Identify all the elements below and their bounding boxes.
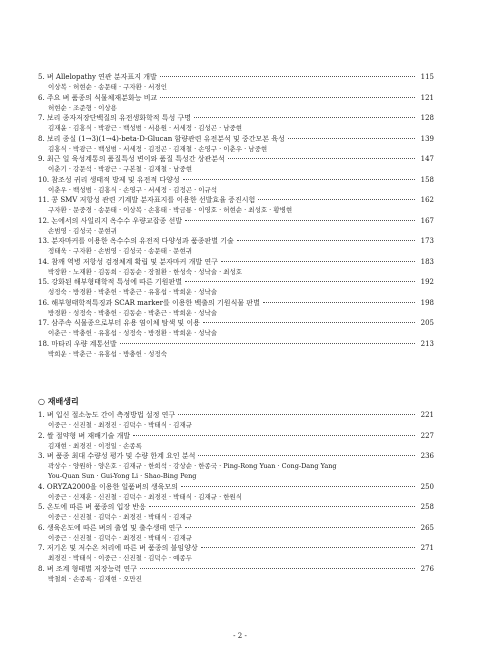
toc-entry-authors: 김홍식 · 박광근 · 백성범 · 서세정 · 김정곤 · 김재철 · 손영구 · 이춘우 · 남중현 — [48, 144, 268, 153]
toc-entry-page: 221 — [420, 411, 434, 419]
toc-entry-page: 162 — [420, 196, 434, 204]
toc-entry[interactable] — [38, 431, 434, 452]
dot-leader — [160, 76, 415, 77]
toc-entry-title: 8. 보리 종실 (1→3)(1→4)-beta-D-Glucan 함량관련 유전분석 및 중간모본 육성 — [38, 134, 285, 143]
dot-leader — [178, 414, 415, 415]
dot-leader — [185, 281, 415, 282]
toc-entry-title: 15. 강화된 해부형태학적 특성에 따른 기원판별 — [38, 278, 182, 286]
toc-entry-page: 205 — [420, 319, 434, 327]
toc-entry-title: 3. 벼 품종 최대 수량성 평가 및 수량 한계 요인 분석 — [38, 452, 196, 460]
toc-entry[interactable] — [38, 216, 434, 237]
toc-entry-title-line — [38, 502, 434, 512]
toc-entry-authors: 성정숙 · 방경환 · 박춘헌 · 박춘근 · 유홍섭 · 박희운 · 성낙술 — [48, 288, 218, 296]
toc-entry[interactable] — [38, 543, 434, 564]
toc-entry-title: 5. 온도에 따른 벼 품종의 입장 반응 — [38, 503, 146, 511]
toc-entry-authors: 최경진 · 박태식 · 이중근 · 신진철 · 김덕수 · 예종두 — [48, 554, 193, 562]
dot-leader — [201, 547, 415, 548]
toc-entry[interactable] — [38, 410, 434, 431]
toc-entry-authors: 이중근 · 신진철 · 김덕수 · 최경진 · 박태식 · 김재규 — [48, 533, 193, 542]
toc-entry[interactable] — [38, 523, 434, 544]
dot-leader — [258, 199, 415, 200]
toc-entry-page: 236 — [420, 452, 434, 460]
dot-leader — [185, 220, 415, 221]
toc-entry-page: 167 — [420, 216, 434, 225]
dot-leader — [203, 322, 415, 323]
toc-entry[interactable] — [38, 195, 434, 216]
toc-entry-page: 271 — [420, 544, 434, 552]
toc-entry-authors: 이중근 · 신재훈 · 신진철 · 김덕수 · 최경진 · 박태식 · 김재규 · 한원식 — [48, 492, 243, 501]
toc-entry[interactable] — [38, 236, 434, 257]
toc-entry-title: 8. 벼 조계 형태별 저장능력 연구 — [38, 564, 137, 573]
toc-entry-authors: 이춘기 · 강문석 · 박광근 · 구본철 · 김재철 · 남중현 — [48, 165, 193, 173]
dot-leader — [221, 261, 415, 262]
toc-entry[interactable] — [38, 502, 434, 523]
toc-entry-title: 18. 마타리 우량 계통선발 — [38, 339, 117, 348]
toc-entry[interactable] — [38, 257, 434, 278]
dot-leader — [185, 527, 415, 528]
toc-entry-authors: 곽상수 · 양원하 · 양은호 · 김재규 · 한희석 · 강상순 · 한종국 · Ping-Rong Yuan · Cong-Dang Yang — [48, 462, 337, 470]
toc-entry-page: 173 — [420, 237, 434, 245]
toc-entry-title-line — [38, 277, 434, 287]
toc-entry-title-line — [38, 195, 434, 205]
toc-entry-authors: 이중근 · 신진철 · 최경진 · 김덕수 · 박태식 · 김재규 — [48, 421, 193, 429]
toc-entry[interactable] — [38, 339, 434, 360]
toc-entry[interactable] — [38, 451, 434, 482]
toc-entry[interactable] — [38, 564, 434, 585]
toc-entry-title: 5. 벼 Allelopathy 연관 분자표지 개발 — [38, 73, 157, 81]
toc-entry-page: 128 — [420, 114, 434, 122]
toc-entry-page: 147 — [420, 155, 434, 163]
dot-leader — [263, 302, 415, 303]
toc-entry-page: 121 — [420, 93, 434, 102]
toc-entry-title-line — [38, 543, 434, 553]
toc-entry-page: 265 — [420, 523, 434, 532]
toc-entry-authors: You-Quan Sun · Gui-Yong Li · Shao-Bing Peng — [48, 472, 197, 480]
toc-entry-title-line — [38, 451, 434, 461]
toc-entry-authors: 김재윤 · 김홍식 · 박광근 · 백성범 · 서용원 · 서세정 · 김성곤 · 남중현 — [48, 124, 243, 132]
toc-entry-title-line — [38, 482, 434, 492]
toc-entry-title: 11. 콩 SMV 저항성 관련 기계발 분자표지를 이용한 선발효율 증진시험 — [38, 196, 256, 204]
toc-entry-title-line — [38, 236, 434, 246]
toc-entry[interactable] — [38, 113, 434, 134]
toc-entry-title-line — [38, 523, 434, 533]
toc-entry-title-line — [38, 410, 434, 420]
toc-entry-page: 258 — [420, 503, 434, 511]
toc-entry-authors: 박희운 · 박춘근 · 유홍섭 · 방충헌 · 성정숙 — [48, 349, 167, 358]
dot-leader — [120, 343, 415, 344]
toc-entry-authors: 방경환 · 성정숙 · 박충헌 · 김동순 · 박춘근 · 박희운 · 성낙술 — [48, 308, 218, 317]
toc-entry-page: 139 — [420, 134, 434, 143]
dot-leader — [237, 240, 415, 241]
toc-entry-title-line — [38, 339, 434, 349]
toc-entry[interactable] — [38, 72, 434, 93]
toc-entry[interactable] — [38, 482, 434, 503]
toc-entry-authors: 허현순 · 조준형 · 이상용 — [48, 103, 117, 112]
toc-entry-title: 12. 논에서의 사일리지 옥수수 우량교잡종 선발 — [38, 216, 182, 225]
toc-entry[interactable] — [38, 154, 434, 175]
toc-entry-page: 250 — [420, 482, 434, 491]
toc-entry-page: 183 — [420, 257, 434, 266]
section-header-cultivation: ○ 재배생리 — [38, 397, 79, 406]
toc-entry-title: 10. 참조성 귀리 생태적 방제 및 유전적 다양성 — [38, 175, 180, 184]
toc-entry-title: 13. 분자마커를 이용한 옥수수의 유전적 다양성과 품종판별 기술 — [38, 237, 234, 245]
toc-entry-title: 14. 참깨 역병 저항성 검정체계 확립 및 분자마커 개발 연구 — [38, 257, 218, 266]
toc-entry[interactable] — [38, 298, 434, 319]
toc-entry[interactable] — [38, 277, 434, 298]
page-number: - 2 - — [233, 632, 247, 640]
toc-entry-title-line — [38, 216, 434, 226]
toc-entry-authors: 김재현 · 최경진 · 이정일 · 손종록 — [48, 441, 142, 450]
toc-entry-title: 4. ORYZA2000을 이용한 일품벼의 생육모의 — [38, 482, 178, 491]
dot-leader — [149, 506, 415, 507]
toc-entry-title-line — [38, 154, 434, 164]
toc-entry-title: 9. 최근 일 육성계통의 품질특성 변이와 품질 특성간 상관분석 — [38, 155, 225, 163]
toc-entry-title: 6. 생육온도에 따른 벼의 출엽 및 출수생태 연구 — [38, 523, 182, 532]
dot-leader — [140, 568, 415, 569]
toc-entry-title-line — [38, 134, 434, 144]
toc-section-breeding — [38, 72, 434, 359]
toc-entry-authors: 정태욱 · 구자환 · 손범영 · 김성국 · 송문태 · 문현귀 — [48, 247, 193, 255]
toc-entry-page: 276 — [420, 564, 434, 573]
toc-section-cultivation — [38, 410, 434, 584]
toc-entry-title-line — [38, 564, 434, 574]
toc-entry-authors: 이춘근 · 박충헌 · 유홍섭 · 성정숙 · 방경환 · 박희운 · 성낙술 — [48, 329, 218, 337]
toc-entry-authors: 박장환 · 노재환 · 김동희 · 김동순 · 장철환 · 한성숙 · 성낙술 · 최성호 — [48, 267, 243, 276]
toc-entry-title-line — [38, 113, 434, 123]
toc-entry[interactable] — [38, 318, 434, 339]
toc-entry-title: 6. 주요 벼 품종의 식물체재분화능 비교 — [38, 93, 158, 102]
toc-entry-authors: 박철희 · 손종록 · 김재현 · 오만진 — [48, 574, 142, 583]
dot-leader — [181, 486, 415, 487]
dot-leader — [194, 117, 415, 118]
dot-leader — [133, 435, 415, 436]
dot-leader — [228, 158, 415, 159]
toc-entry-page: 213 — [420, 339, 434, 348]
toc-entry-title-line — [38, 431, 434, 441]
dot-leader — [160, 97, 415, 98]
toc-entry-page: 192 — [420, 278, 434, 286]
toc-entry-title-line — [38, 93, 434, 103]
toc-entry-title: 1. 벼 입신 절소농도 간이 측정방법 설정 연구 — [38, 411, 176, 419]
toc-entry-authors: 구자환 · 문중경 · 송문태 · 이상복 · 손홍태 · 박금룡 · 이영호 · 허현순 · 최성호 · 황병현 — [48, 206, 293, 214]
toc-entry[interactable] — [38, 175, 434, 196]
toc-entry-page: 158 — [420, 175, 434, 184]
toc-entry-title: 7. 보리 종자저장단백질의 유전생화학적 특성 구명 — [38, 114, 192, 122]
toc-entry-page: 115 — [420, 73, 434, 81]
toc-entry-title-line — [38, 175, 434, 185]
dot-leader — [183, 179, 415, 180]
toc-entry[interactable] — [38, 134, 434, 155]
toc-entry-title: 16. 해부형태학적특징과 SCAR marker를 이용한 백출의 기원식물 판별 — [38, 298, 260, 307]
dot-leader — [198, 455, 415, 456]
toc-entry-page: 198 — [420, 298, 434, 307]
toc-entry-title-line — [38, 72, 434, 82]
toc-entry-title: 2. 쌀 절약형 벼 재배기술 개발 — [38, 431, 131, 440]
toc-entry[interactable] — [38, 93, 434, 114]
toc-entry-authors: 손범영 · 김성국 · 문현귀 — [48, 226, 117, 235]
dot-leader — [288, 138, 415, 139]
toc-entry-authors: 이춘우 · 백성범 · 김홍식 · 손영구 · 서세정 · 김정곤 · 이규석 — [48, 185, 218, 194]
toc-entry-title-line — [38, 298, 434, 308]
toc-entry-title-line — [38, 318, 434, 328]
toc-entry-title: 7. 저기온 및 저수온 처리에 따른 벼 품종의 불임양상 — [38, 544, 198, 552]
toc-entry-authors: 이상복 · 허현순 · 송문태 · 구자환 · 서경인 — [48, 83, 167, 91]
toc-entry-authors: 이중근 · 신진철 · 김덕수 · 최경진 · 박태식 · 김재규 — [48, 513, 193, 521]
toc-entry-page: 227 — [420, 431, 434, 440]
toc-entry-title: 17. 삼주속 식물종으로부터 유용 염이체 탐색 및 이용 — [38, 319, 200, 327]
toc-entry-title-line — [38, 257, 434, 267]
